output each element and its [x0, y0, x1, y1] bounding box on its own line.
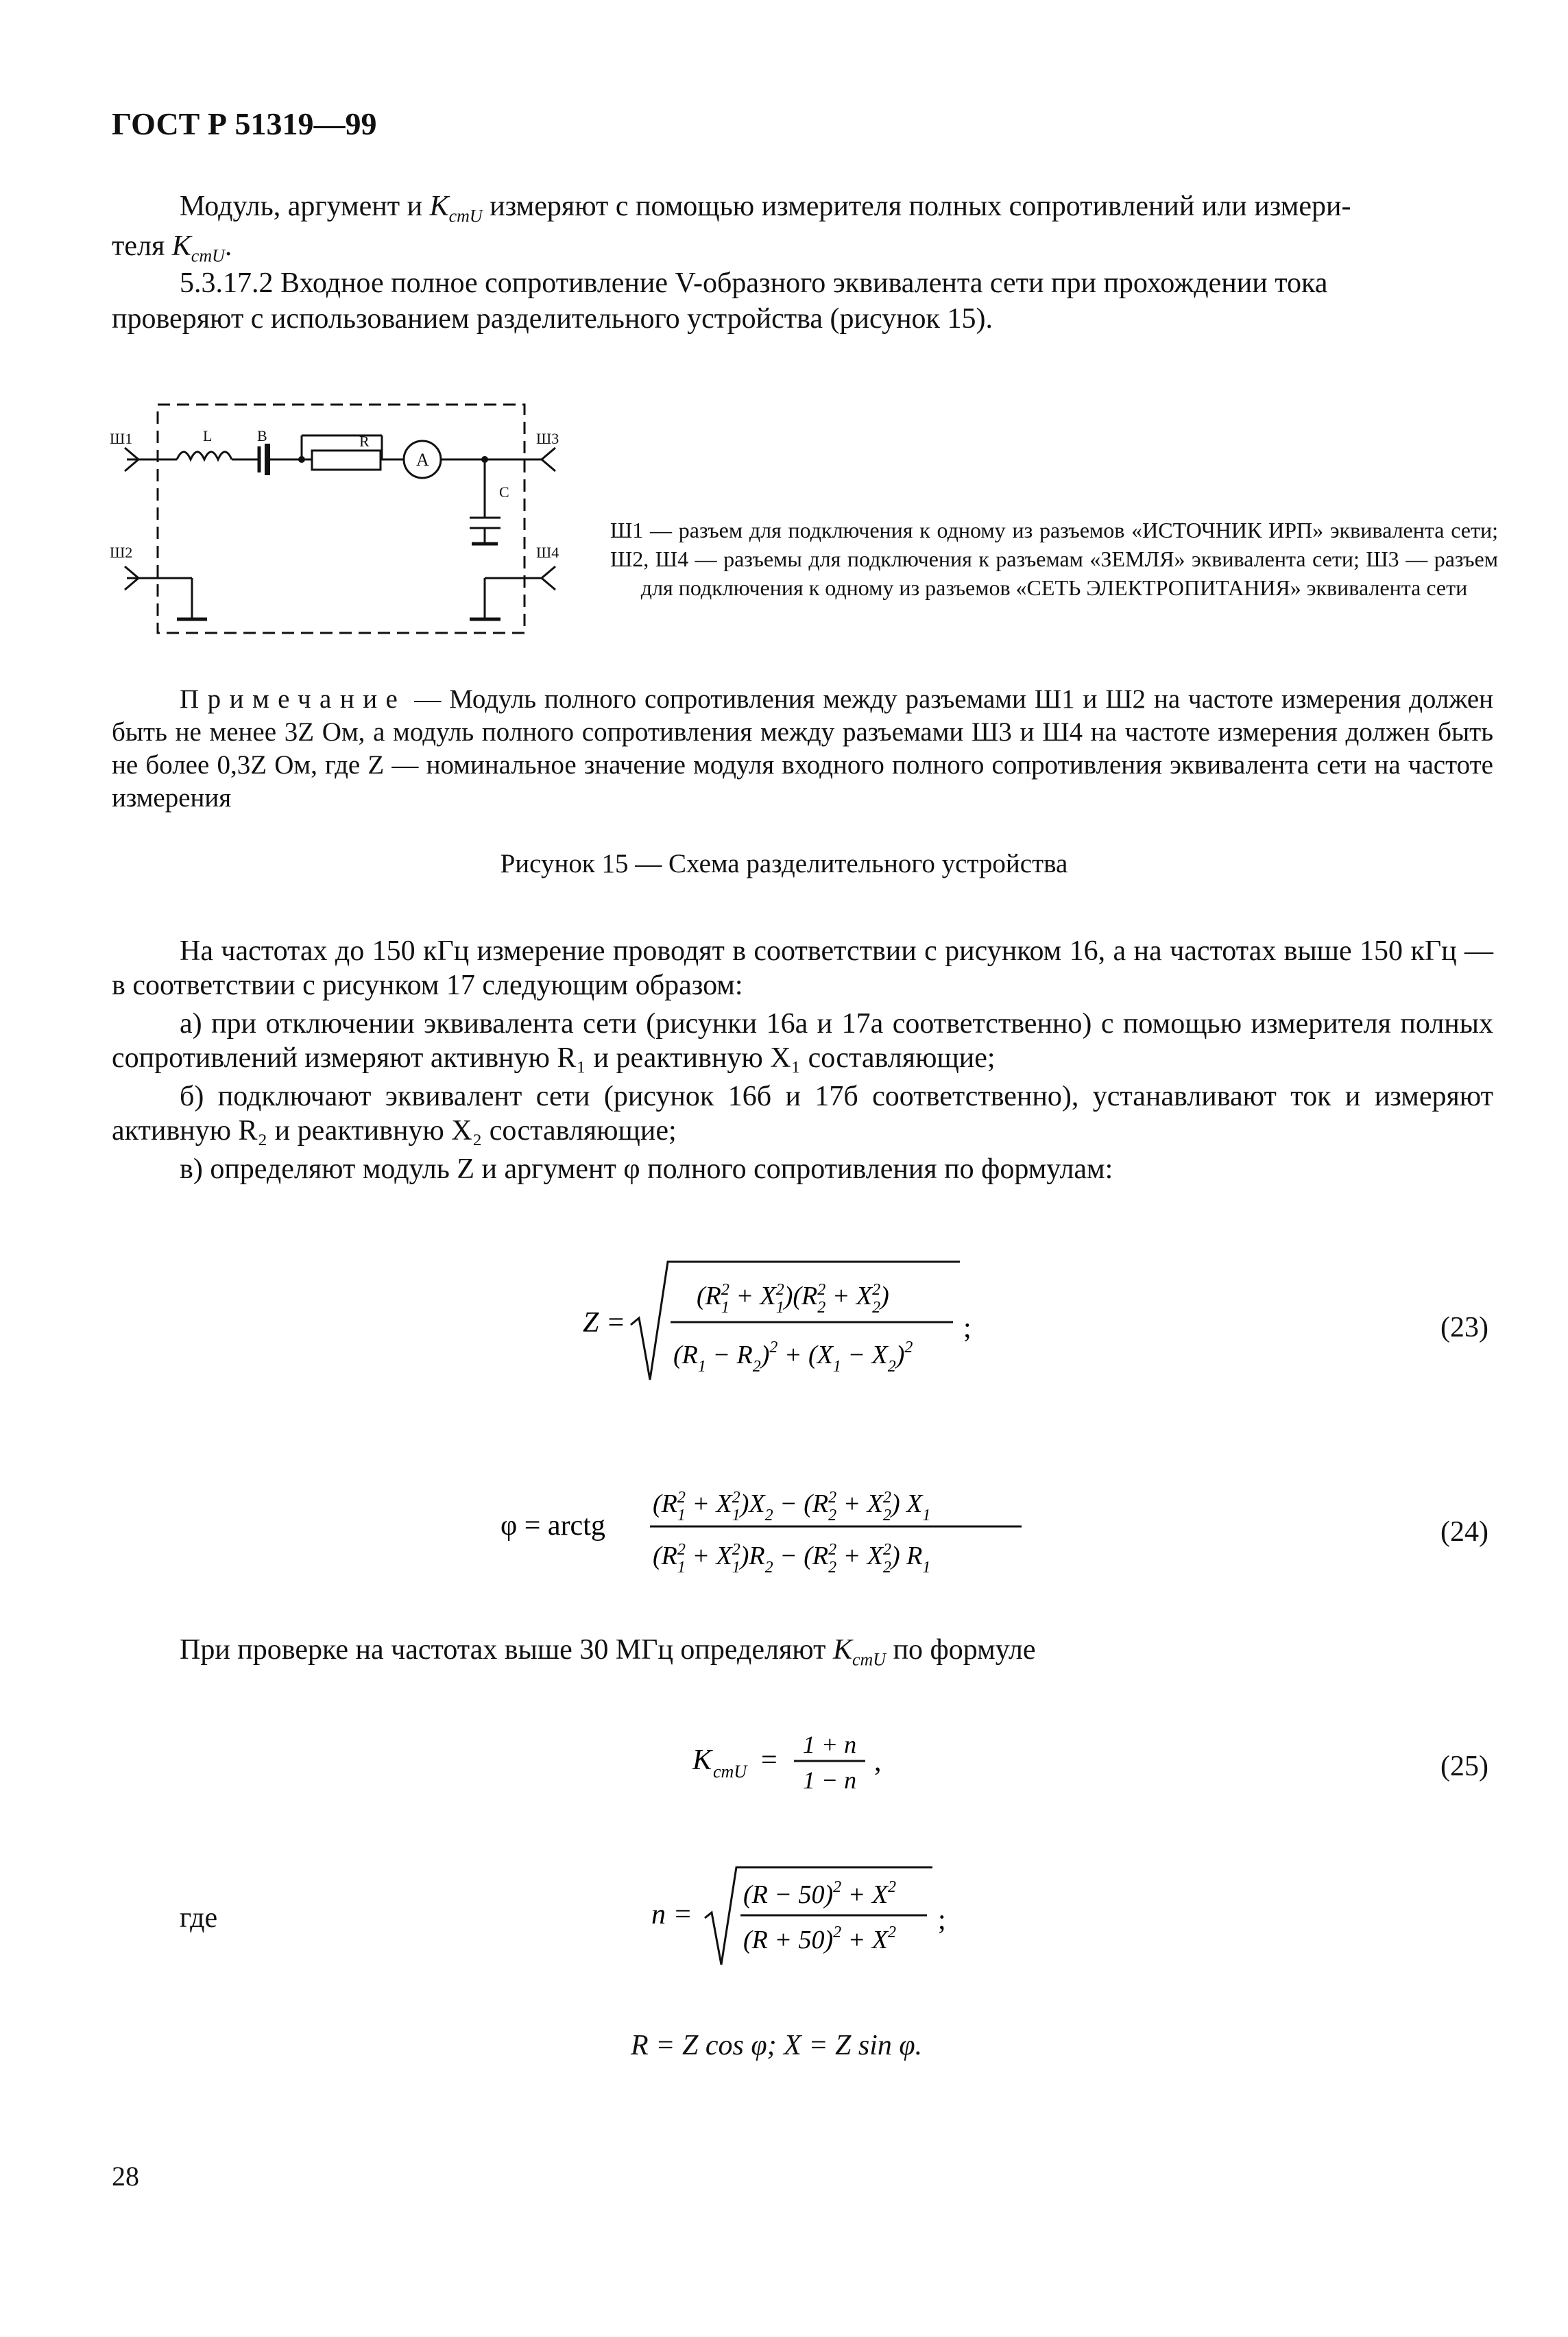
label-B: B — [257, 427, 267, 444]
page-number: 28 — [112, 2161, 139, 2192]
label-C: C — [499, 483, 509, 501]
equation-25-number: (25) — [1440, 1751, 1488, 1782]
figure-caption: Рисунок 15 — Схема разделительного устройства — [500, 849, 1068, 878]
enclosure-dashed — [158, 405, 524, 633]
svg-text:Z =: Z = — [583, 1307, 626, 1339]
equation-24 — [494, 1457, 1042, 1594]
svg-text:стU: стU — [713, 1762, 747, 1782]
paragraph-item-c: в) определяют модуль Z и аргумент φ полного сопротивления по формулам: — [180, 1153, 1113, 1185]
document-header: ГОСТ Р 51319—99 — [112, 106, 377, 141]
svg-text:(R1 − R2)2 + (X1 − X2)2: $(R_1 - R_2)^2 + (X_1 - X_2)^2$ — [673, 1339, 913, 1376]
label-sh2: Ш2 — [110, 544, 133, 561]
label-sh4: Ш4 — [536, 544, 559, 561]
equation-23 — [576, 1248, 1001, 1392]
svg-text:(R + 50)2 + X2: $(R + 50)^2 + X^2$ — [743, 1923, 897, 1954]
resistor-R — [312, 451, 381, 470]
equation-23-number: (23) — [1440, 1312, 1488, 1343]
equation-n — [644, 1855, 974, 1978]
intro-line-2: теля $K_{стU}$. — [112, 230, 232, 266]
label-sh1: Ш1 — [110, 430, 133, 447]
svg-text:n =: n = — [651, 1899, 692, 1930]
label-L: L — [203, 427, 213, 444]
connector-sh4 — [542, 566, 555, 590]
svg-text:=: = — [761, 1745, 777, 1776]
svg-text:1 − n: 1 − n — [802, 1766, 857, 1794]
label-A: A — [416, 450, 429, 470]
paragraph-item-b: б) подключают эквивалент сети (рисунок 16б и 17б соответственно), устанавливают ток и измеряют активную R₂ и реактивную X₂ составляющие; — [112, 1081, 1493, 1147]
paragraph-item-a: а) при отключении эквивалента сети (рисунки 16а и 17а соответственно) с помощью измерителя полных сопротивлений измеряют активную R₁ и реактивную X₁ составляющие; — [112, 1008, 1493, 1074]
clause-5-3-17-2: 5.3.17.2 Входное полное сопротивление V-образного эквивалента сети при прохождении тока — [180, 267, 1328, 299]
svg-text:(R − 50)2 + X2: $(R - 50)^2 + X^2$ — [743, 1878, 897, 1909]
equation-r-x: R = Z cos φ; X = Z sin φ. — [631, 2030, 923, 2061]
where-label: где — [180, 1902, 218, 1934]
svg-text:K: K — [692, 1745, 712, 1776]
paragraph-frequencies: На частотах до 150 кГц измерение проводят в соответствии с рисунком 16, а на частотах выше 150 кГц — в соответствии с рисунком 17 следующим образом: — [112, 935, 1493, 1001]
svg-text:(R21 + X21)R2 − (R22 + X22) R1: ($R^2$ $1 + X^2$ $1)R_2 - (R^2$ $2 + X^2$ 2) $R_1$ — [653, 1541, 931, 1577]
label-sh3: Ш3 — [536, 430, 559, 447]
svg-text:1 + n: 1 + n — [802, 1731, 857, 1758]
svg-text:φ = arctg: φ = arctg — [500, 1510, 605, 1542]
connector-sh3 — [542, 448, 555, 471]
equation-25 — [686, 1714, 932, 1803]
figure-note: Примечание — Модуль полного сопротивления между разъемами Ш1 и Ш2 на частоте измерения должен быть не менее 3Z Ом, а модуль полного сопротивления между разъемами Ш3 и Ш4 на частоте измерения должен быть не более 0,3Z Ом, где Z — номинальное значение модуля входного полного сопротивления эквивалента сети на частоте измерения — [112, 684, 1493, 813]
svg-text:;: ; — [963, 1313, 972, 1344]
separation-device-schematic — [103, 401, 583, 638]
svg-text:,: , — [874, 1746, 882, 1777]
svg-text:;: ; — [938, 1904, 946, 1936]
label-R: R — [359, 433, 370, 450]
figure-legend: Ш1 — разъем для подключения к одному из разъемов «ИСТОЧНИК ИРП» эквивалента сети; Ш2, Ш4 — разъемы для подключения к разъемам «ЗЕМЛЯ» эквивалента сети; Ш3 — разъем для подключения к одному из разъемов «СЕТЬ ЭЛЕКТРОПИТАНИЯ» эквивалента сети — [610, 518, 1498, 600]
clause-5-3-17-2-cont: проверяют с использованием разделительного устройства (рисунок 15). — [112, 303, 993, 335]
svg-text:(R21 + X21)(R22 + X22): ($R^2$ $1 + X^2$ $1)(R^2$ $2 + X^2$ 2) — [697, 1281, 889, 1317]
paragraph-kstu: При проверке на частотах выше 30 МГц определяют $K_{стU}$ по формуле — [180, 1634, 1036, 1670]
equation-24-number: (24) — [1440, 1516, 1488, 1548]
svg-text:(R21 + X21)X2 − (R22 + X22) X1: ($R^2$ $1 + X^2$ $1)X_2 - (R^2$ $2 + X^2$ 2) $X_1$ — [653, 1489, 931, 1524]
intro-line-1: Модуль, аргумент и $K_{стU}$ измеряют с помощью измерителя полных сопротивлений или измери- — [180, 191, 1351, 226]
inductor-L — [177, 452, 232, 459]
